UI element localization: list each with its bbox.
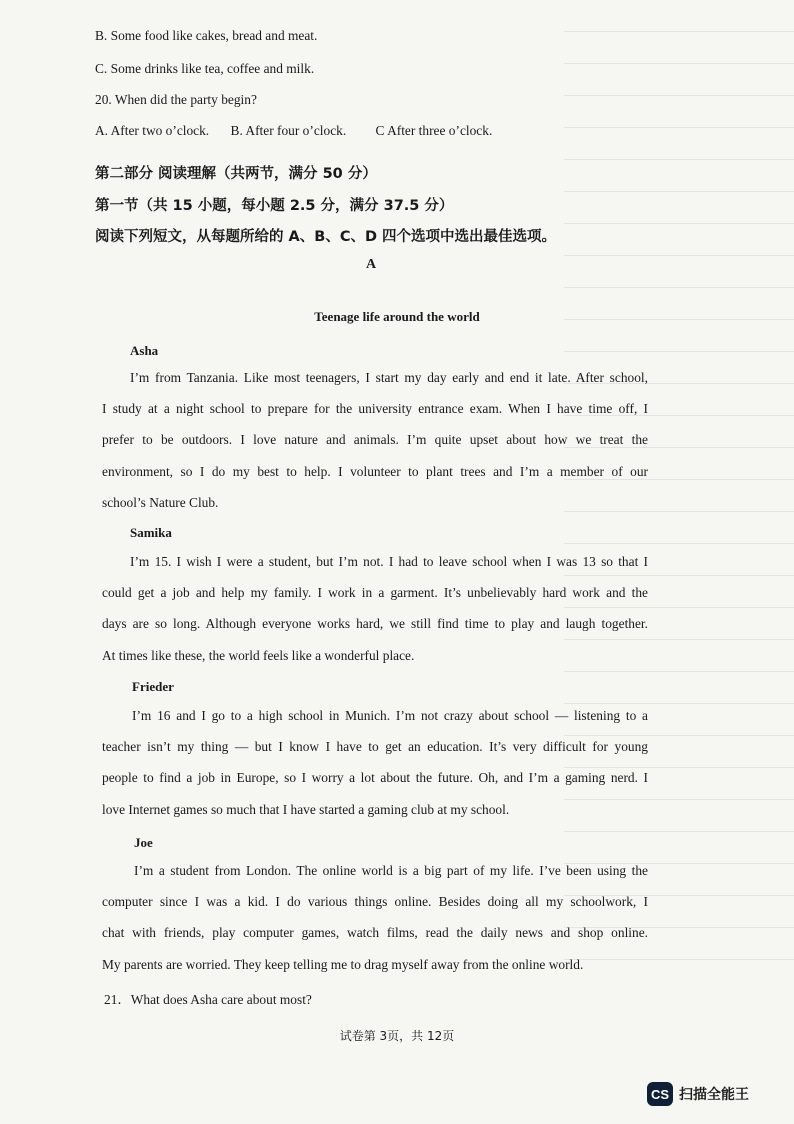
text-line: My parents are worried. They keep telling me to drag myself away from the online world. — [102, 956, 584, 972]
part2-heading: 第二部分 阅读理解（共两节，满分 50 分） — [95, 166, 377, 182]
speaker-name-frieder: Frieder — [132, 679, 174, 694]
text-line: love Internet games so much that I have started a gaming club at my school. — [102, 801, 510, 817]
paragraph-frieder — [102, 700, 648, 825]
question-20: 20. When did the party begin? — [95, 92, 257, 107]
paragraph-joe — [102, 855, 648, 980]
speaker-name-asha: Asha — [130, 343, 159, 358]
camscanner-label: 扫描全能王 — [679, 1087, 749, 1103]
text-line: prefer to be outdoors. I love nature and animals. I’m quite upset about how we treat the — [102, 432, 648, 448]
paragraph-samika — [102, 546, 648, 671]
passage-letter: A — [366, 257, 377, 272]
q19-option-c: C. Some drinks like tea, coffee and milk. — [95, 61, 315, 76]
paragraph-asha — [102, 362, 648, 518]
speaker-name-samika: Samika — [130, 525, 172, 540]
section1-heading: 第一节（共 15 小题，每小题 2.5 分，满分 37.5 分） — [95, 198, 454, 214]
text-line: I’m 15. I wish I were a student, but I’m not. I had to leave school when I was 13 so that I — [130, 554, 648, 569]
question-21: 21．What does Asha care about most? — [104, 992, 312, 1007]
q19-option-b: B. Some food like cakes, bread and meat. — [95, 28, 318, 43]
text-line: could get a job and help my family. I work in a garment. It’s unbelievably hard work and the — [102, 585, 648, 601]
text-line: I’m a student from London. The online world is a big part of my life. I’ve been using the — [134, 863, 648, 878]
text-line: environment, so I do my best to help. I volunteer to plant trees and I’m a member of our — [102, 463, 648, 479]
speaker-name-joe: Joe — [134, 835, 153, 850]
q20-option-c: C After three o’clock. — [375, 123, 493, 138]
text-line: chat with friends, play computer games, watch films, read the daily news and shop online. — [102, 925, 648, 941]
page-footer: 试卷第 3页，共 12页 — [339, 1029, 455, 1043]
text-line: teacher isn’t my thing — but I know I have to get an education. It’s very difficult for young — [102, 739, 648, 755]
camscanner-logo-icon: CS — [647, 1082, 673, 1106]
text-line: school’s Nature Club. — [102, 494, 219, 510]
text-line: computer since I was a kid. I do various things online. Besides doing all my schoolwork, I — [102, 894, 648, 910]
q20-option-b: B. After four o’clock. — [230, 123, 347, 138]
article-title: Teenage life around the world — [314, 309, 480, 324]
reading-instruction: 阅读下列短文，从每题所给的 A、B、C、D 四个选项中选出最佳选项。 — [95, 229, 557, 245]
scanner-watermark — [647, 1082, 749, 1106]
text-line: I’m from Tanzania. Like most teenagers, I start my day early and end it late. After school, — [130, 370, 648, 385]
text-line: At times like these, the world feels like a wonderful place. — [102, 647, 415, 663]
text-line: I study at a night school to prepare for the university entrance exam. When I have time off, I — [102, 401, 648, 417]
q20-option-a: A. After two o’clock. — [95, 123, 210, 138]
q20-options — [95, 123, 492, 139]
text-line: I’m 16 and I go to a high school in Munich. I’m not crazy about school — listening to a — [132, 708, 648, 723]
text-line: days are so long. Although everyone works hard, we still find time to play and laugh together. — [102, 616, 648, 632]
text-line: people to find a job in Europe, so I worry a lot about the future. Oh, and I’m a gaming nerd. I — [102, 770, 648, 786]
